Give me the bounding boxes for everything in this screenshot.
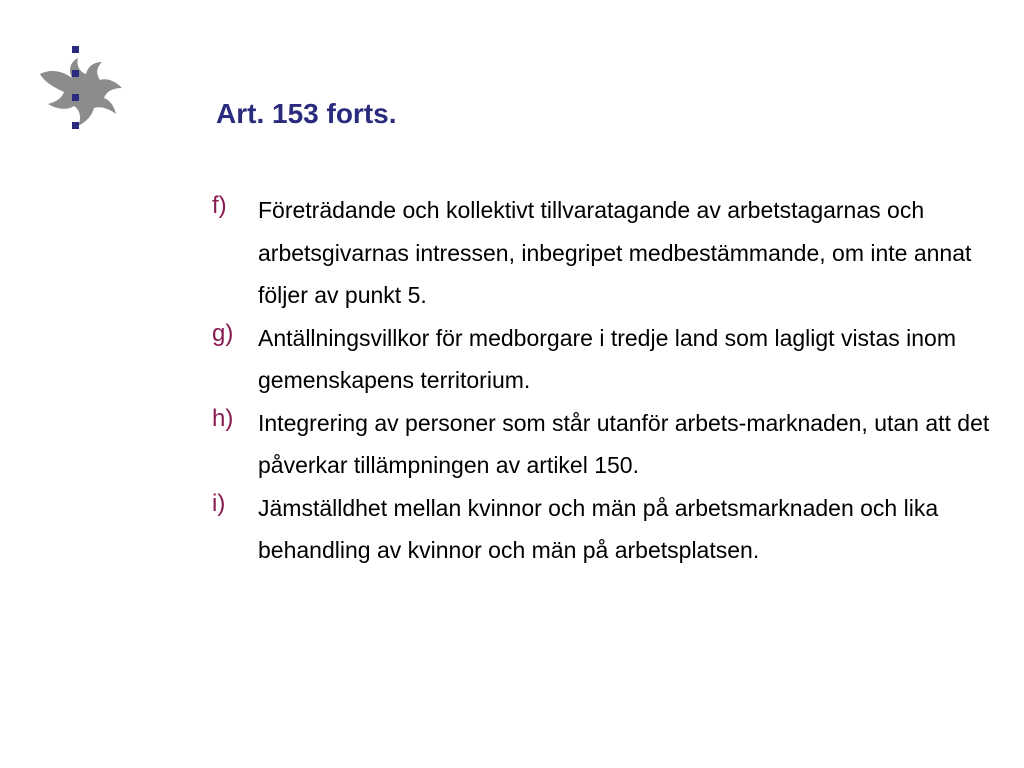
logo-dot-3 [72, 94, 79, 101]
list-item-marker: g) [212, 319, 234, 347]
list-item [212, 402, 1002, 487]
list-item-text: Antällningsvillkor för medborgare i tredje land som lagligt vistas inom gemenskapens territorium. [258, 324, 956, 393]
logo-flame [40, 58, 122, 126]
list-item [212, 189, 1002, 317]
list-item-marker: i) [212, 489, 226, 517]
list-item-text: Företrädande och kollektivt tillvaratagande av arbetstagarnas och arbetsgivarnas intressen, inbegripet medbestämmande, om inte annat följer av punkt 5. [258, 197, 972, 308]
list-item-marker: h) [212, 404, 234, 432]
logo-dot-2 [72, 70, 79, 77]
university-flame-logo-icon [34, 44, 126, 136]
list-item-text: Integrering av personer som står utanför arbets-marknaden, utan att det påverkar tillämpningen av artikel 150. [258, 409, 990, 478]
list-item [212, 487, 1002, 572]
slide-title: Art. 153 forts. [216, 98, 397, 129]
article-item-list [212, 189, 1002, 572]
logo-dot-1 [72, 46, 79, 53]
logo-dot-4 [72, 122, 79, 129]
list-item-marker: f) [212, 192, 227, 219]
list-item [212, 317, 1002, 402]
list-item-text: Jämställdhet mellan kvinnor och män på arbetsmarknaden och lika behandling av kvinnor och män på arbetsplatsen. [258, 494, 939, 563]
